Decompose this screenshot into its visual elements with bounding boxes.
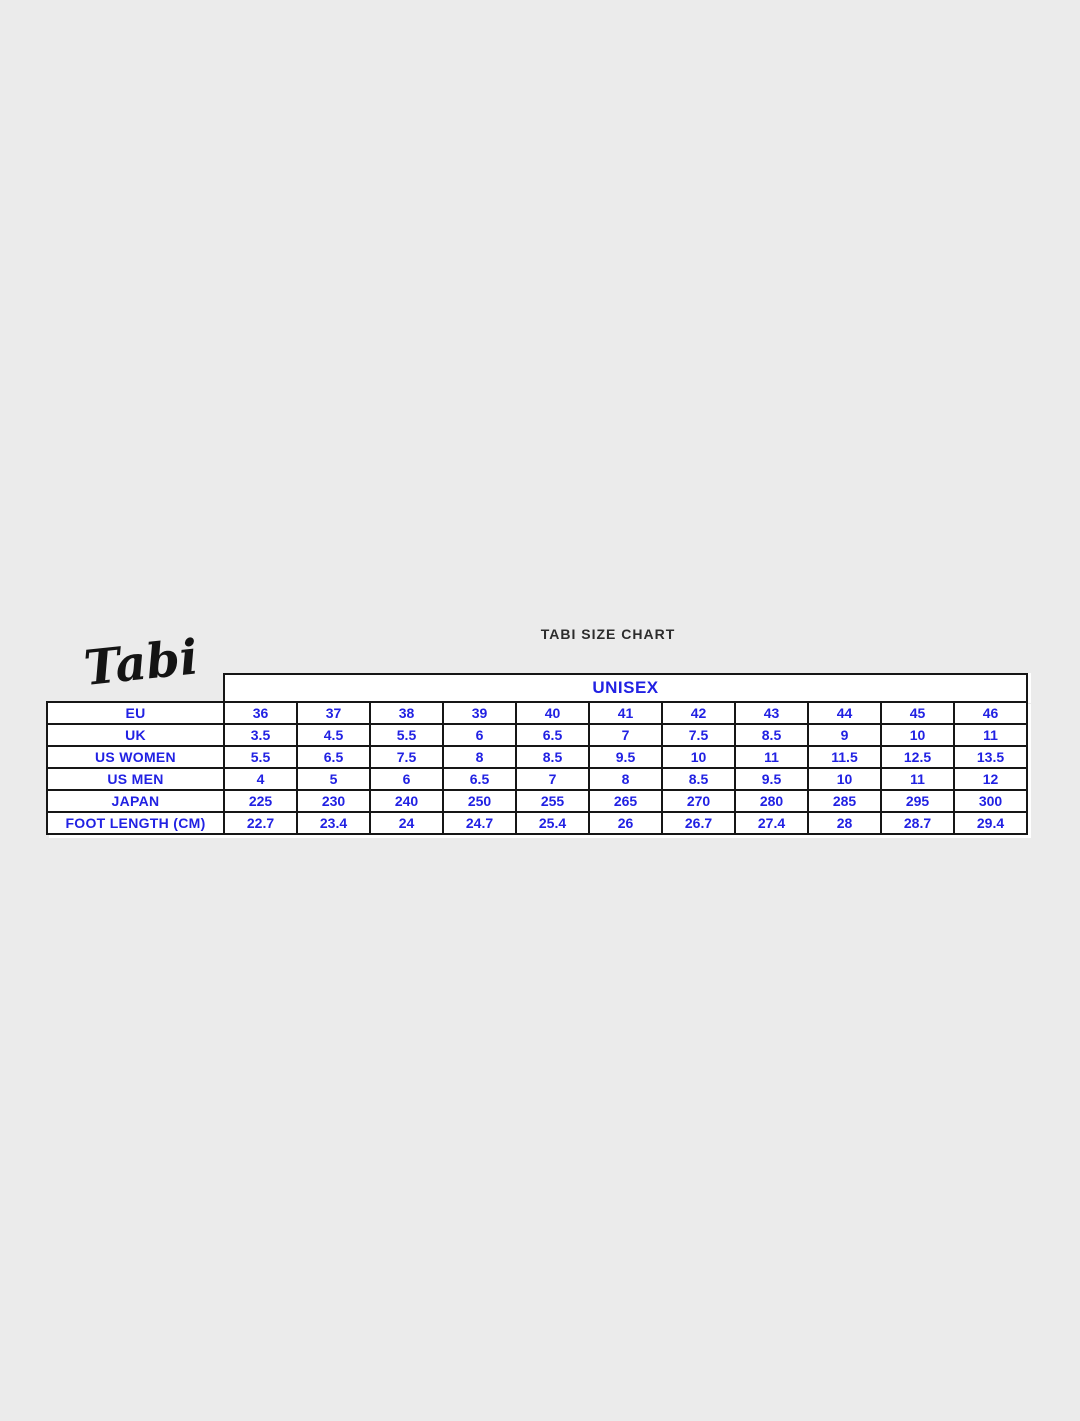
size-value-cell: 42	[662, 702, 735, 724]
size-value-cell: 38	[370, 702, 443, 724]
size-value-cell: 40	[516, 702, 589, 724]
size-value-cell: 26	[589, 812, 662, 834]
size-chart-table	[46, 701, 1028, 835]
size-value-cell: 4.5	[297, 724, 370, 746]
table-group-header-unisex: UNISEX	[223, 673, 1028, 703]
size-value-cell: 43	[735, 702, 808, 724]
size-value-cell: 255	[516, 790, 589, 812]
table-row	[47, 746, 1027, 768]
size-value-cell: 7	[516, 768, 589, 790]
size-value-cell: 265	[589, 790, 662, 812]
row-label: US WOMEN	[47, 746, 224, 768]
row-label: US MEN	[47, 768, 224, 790]
size-value-cell: 36	[224, 702, 297, 724]
size-value-cell: 12.5	[881, 746, 954, 768]
row-label: EU	[47, 702, 224, 724]
size-value-cell: 295	[881, 790, 954, 812]
size-value-cell: 11	[954, 724, 1027, 746]
table-row	[47, 768, 1027, 790]
size-value-cell: 8.5	[516, 746, 589, 768]
size-value-cell: 23.4	[297, 812, 370, 834]
size-value-cell: 6.5	[297, 746, 370, 768]
size-value-cell: 240	[370, 790, 443, 812]
size-value-cell: 13.5	[954, 746, 1027, 768]
size-value-cell: 29.4	[954, 812, 1027, 834]
size-value-cell: 8	[589, 768, 662, 790]
size-value-cell: 11	[735, 746, 808, 768]
size-value-cell: 28.7	[881, 812, 954, 834]
size-value-cell: 6.5	[443, 768, 516, 790]
row-label: JAPAN	[47, 790, 224, 812]
size-value-cell: 6	[443, 724, 516, 746]
size-value-cell: 5.5	[370, 724, 443, 746]
size-value-cell: 26.7	[662, 812, 735, 834]
brand-logo-graphic	[72, 622, 232, 702]
size-chart-table-body	[47, 702, 1027, 834]
size-value-cell: 9	[808, 724, 881, 746]
size-value-cell: 39	[443, 702, 516, 724]
size-value-cell: 8	[443, 746, 516, 768]
size-value-cell: 225	[224, 790, 297, 812]
table-row	[47, 812, 1027, 834]
size-value-cell: 11	[881, 768, 954, 790]
size-value-cell: 44	[808, 702, 881, 724]
brand-logo	[72, 622, 232, 702]
size-value-cell: 25.4	[516, 812, 589, 834]
size-value-cell: 28	[808, 812, 881, 834]
size-value-cell: 41	[589, 702, 662, 724]
size-value-cell: 9.5	[589, 746, 662, 768]
size-value-cell: 7.5	[662, 724, 735, 746]
size-value-cell: 8.5	[662, 768, 735, 790]
size-value-cell: 9.5	[735, 768, 808, 790]
size-value-cell: 45	[881, 702, 954, 724]
size-value-cell: 24.7	[443, 812, 516, 834]
size-value-cell: 46	[954, 702, 1027, 724]
row-label: UK	[47, 724, 224, 746]
size-value-cell: 27.4	[735, 812, 808, 834]
size-value-cell: 8.5	[735, 724, 808, 746]
size-value-cell: 37	[297, 702, 370, 724]
size-value-cell: 300	[954, 790, 1027, 812]
size-value-cell: 270	[662, 790, 735, 812]
size-value-cell: 5.5	[224, 746, 297, 768]
size-value-cell: 250	[443, 790, 516, 812]
size-value-cell: 7.5	[370, 746, 443, 768]
size-value-cell: 7	[589, 724, 662, 746]
size-value-cell: 12	[954, 768, 1027, 790]
size-value-cell: 3.5	[224, 724, 297, 746]
size-value-cell: 10	[808, 768, 881, 790]
size-value-cell: 230	[297, 790, 370, 812]
brand-logo-text: Tabi	[81, 629, 201, 697]
table-row	[47, 790, 1027, 812]
size-value-cell: 11.5	[808, 746, 881, 768]
size-value-cell: 22.7	[224, 812, 297, 834]
size-value-cell: 285	[808, 790, 881, 812]
size-value-cell: 6	[370, 768, 443, 790]
table-row	[47, 724, 1027, 746]
size-value-cell: 10	[662, 746, 735, 768]
page-title: TABI SIZE CHART	[540, 626, 676, 642]
row-label: FOOT LENGTH (CM)	[47, 812, 224, 834]
size-value-cell: 6.5	[516, 724, 589, 746]
size-value-cell: 4	[224, 768, 297, 790]
size-value-cell: 10	[881, 724, 954, 746]
size-value-cell: 5	[297, 768, 370, 790]
table-row	[47, 702, 1027, 724]
size-value-cell: 24	[370, 812, 443, 834]
size-value-cell: 280	[735, 790, 808, 812]
